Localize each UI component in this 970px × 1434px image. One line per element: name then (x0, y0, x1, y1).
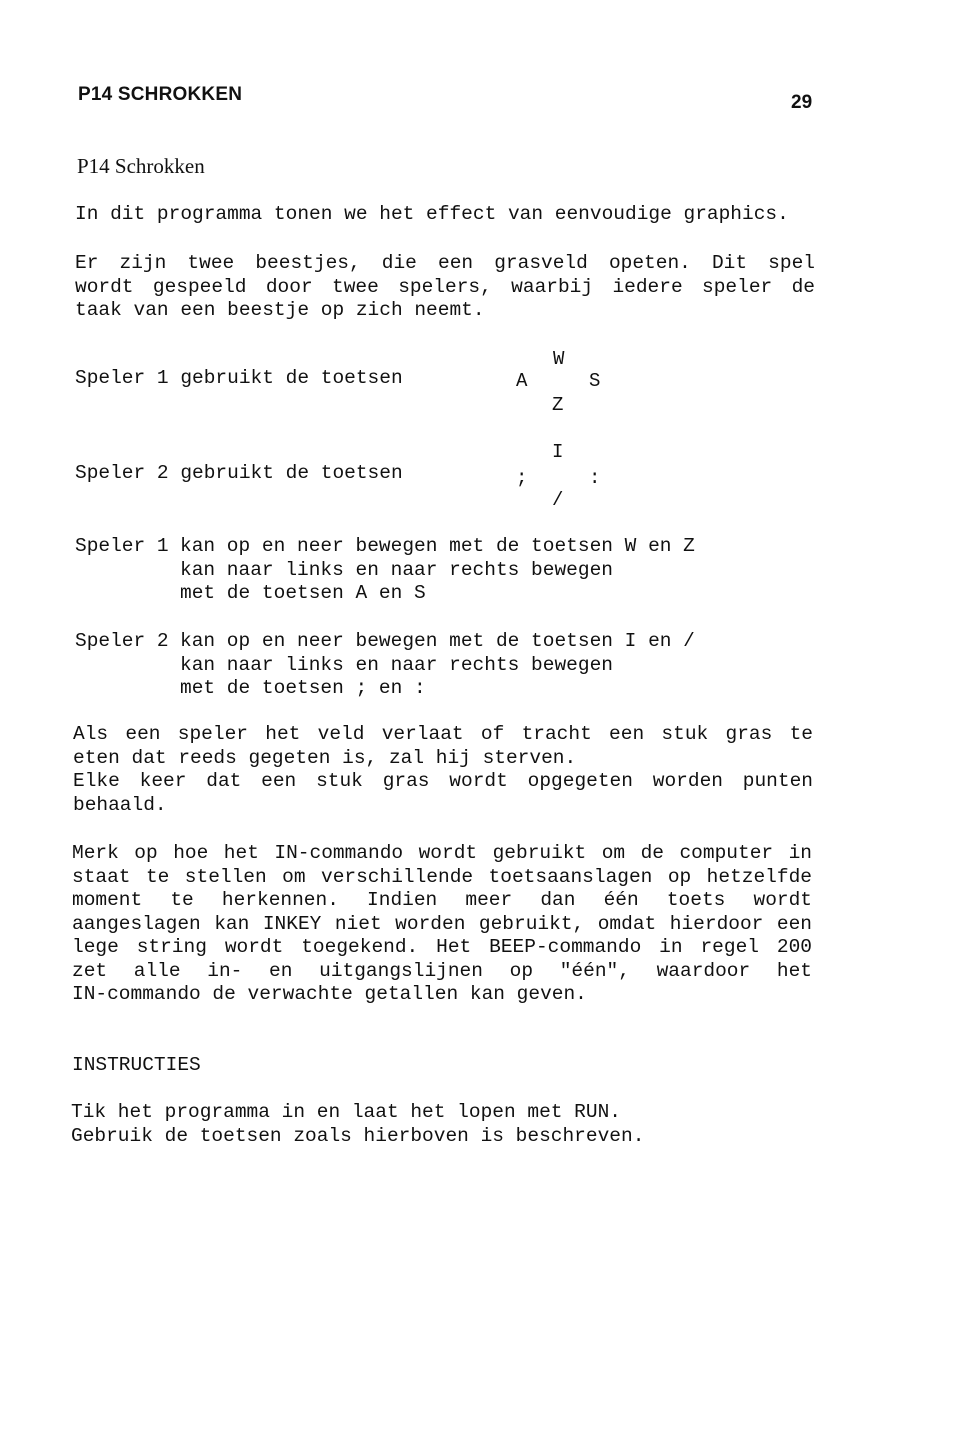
notes-line: Merk op hoe het IN-commando wordt gebruikt om de computer in (72, 842, 812, 864)
player1-key-left: A (516, 370, 528, 392)
notes-paragraph (72, 842, 812, 1007)
player2-key-right: : (589, 467, 601, 489)
player1-key-down: Z (552, 394, 564, 416)
intro-line: In dit programma tonen we het effect van eenvoudige graphics. (75, 203, 789, 225)
player2-keys-label: Speler 2 gebruikt de toetsen (75, 462, 403, 484)
notes-line: aangeslagen kan INKEY niet worden gebruikt, omdat hierdoor een (72, 912, 812, 935)
description-line: taak van een beestje op zich neemt. (75, 299, 485, 321)
notes-line: lege string wordt toegekend. Het BEEP-commando in regel 200 (72, 936, 812, 958)
instructions-line: Tik het programma in en laat het lopen met RUN. (71, 1101, 621, 1123)
player2-key-left: ; (516, 467, 528, 489)
player2-moves-line: kan op en neer bewegen met de toetsen I en / (180, 630, 695, 652)
instructions-line: Gebruik de toetsen zoals hierboven is beschreven. (71, 1124, 645, 1147)
intro-paragraph (75, 203, 815, 227)
running-header: P14 SCHROKKEN (78, 84, 243, 105)
instructions-paragraph (71, 1101, 811, 1148)
player1-moves (75, 535, 815, 606)
section-title: P14 Schrokken (77, 154, 205, 178)
player1-moves-prefix: Speler 1 (75, 535, 169, 557)
player2-key-down: / (552, 489, 564, 511)
player1-key-up: W (553, 348, 565, 370)
notes-line: moment te herkennen. Indien meer dan één toets wordt (72, 889, 812, 911)
instructions-heading: INSTRUCTIES (72, 1054, 201, 1076)
player2-moves-prefix: Speler 2 (75, 630, 169, 652)
rules-line: Elke keer dat een stuk gras wordt opgegeten worden punten (73, 770, 813, 792)
rules-line: behaald. (73, 793, 167, 816)
player1-moves-line: kan naar links en naar rechts bewegen (180, 558, 613, 581)
page-number: 29 (791, 92, 813, 113)
player2-moves-line: kan naar links en naar rechts bewegen (180, 653, 613, 676)
description-line: wordt gespeeld door twee spelers, waarbij iedere speler de (75, 275, 815, 298)
notes-line: staat te stellen om verschillende toetsaanslagen op hetzelfde (72, 865, 812, 888)
player1-moves-line: kan op en neer bewegen met de toetsen W en Z (180, 535, 695, 557)
rules-line: Als een speler het veld verlaat of tracht een stuk gras te (73, 723, 813, 745)
description-paragraph (75, 252, 815, 323)
notes-line: zet alle in- en uitgangslijnen op "één", waardoor het (72, 959, 812, 982)
player2-moves-line: met de toetsen ; en : (180, 677, 426, 699)
notes-line: IN-commando de verwachte getallen kan geven. (72, 983, 587, 1005)
player1-key-right: S (589, 370, 601, 392)
rules-paragraph (73, 723, 813, 817)
player2-moves (75, 630, 815, 701)
player2-key-up: I (552, 441, 564, 463)
player1-moves-line: met de toetsen A en S (180, 582, 426, 604)
player1-keys-label: Speler 1 gebruikt de toetsen (75, 367, 403, 389)
rules-line: eten dat reeds gegeten is, zal hij sterven. (73, 746, 577, 769)
description-line: Er zijn twee beestjes, die een grasveld opeten. Dit spel (75, 252, 815, 274)
